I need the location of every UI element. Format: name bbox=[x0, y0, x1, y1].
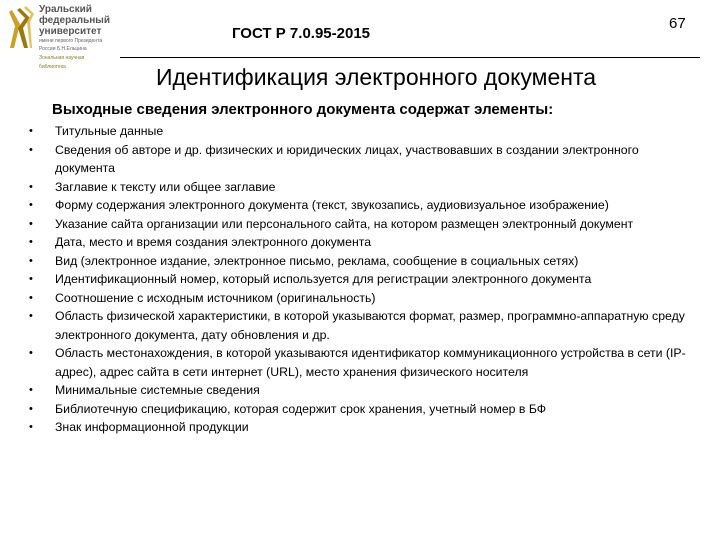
list-item bbox=[0, 307, 720, 344]
bullet-icon: • bbox=[29, 125, 33, 137]
list-item bbox=[0, 270, 720, 289]
list-item-text: Заглавие к тексту или общее заглавие bbox=[55, 179, 276, 194]
bullet-icon: • bbox=[29, 310, 33, 322]
ural-emblem-icon bbox=[6, 4, 36, 54]
university-logo bbox=[6, 4, 126, 70]
slide-title: Идентификация электронного документа bbox=[155, 64, 597, 90]
list-item bbox=[0, 233, 720, 252]
list-item-text: Область физической характеристики, в которой указываются формат, размер, программно-аппаратную среду электронного документа, дату обновления и др. bbox=[55, 309, 685, 342]
list-item-text: Форму содержания электронного документа (текст, звукозапись, аудиовизуальное изображение) bbox=[55, 198, 609, 212]
list-item bbox=[0, 141, 720, 178]
list-item-text: Вид (электронное издание, электронное письмо, реклама, сообщение в социальных сетях) bbox=[55, 253, 579, 268]
list-item-text: Соотношение с исходным источником (оригинальность) bbox=[55, 290, 376, 305]
gost-standard-label: ГОСТ Р 7.0.95-2015 bbox=[232, 25, 371, 42]
list-item-text: Область местонахождения, в которой указываются идентификатор коммуникационного устройства в сети (IP-адрес), адрес сайта в сети интернет (URL), место хранения физического носителя bbox=[55, 346, 686, 379]
list-item-text: Минимальные системные сведения bbox=[55, 383, 260, 397]
list-item bbox=[0, 252, 720, 271]
bullet-icon: • bbox=[29, 236, 33, 248]
logo-line-2: федеральный bbox=[39, 15, 110, 26]
bullet-icon: • bbox=[29, 254, 33, 267]
elements-list bbox=[0, 122, 720, 437]
logo-sub-4: библиотека bbox=[39, 64, 66, 70]
slide-subtitle: Выходные сведения электронного документа содержат элементы: bbox=[52, 101, 554, 118]
bullet-icon: • bbox=[29, 217, 33, 230]
page-number: 67 bbox=[669, 15, 686, 32]
bullet-icon: • bbox=[29, 402, 33, 415]
list-item bbox=[0, 215, 720, 234]
list-item bbox=[0, 196, 720, 215]
logo-sub-1: имени первого Президента bbox=[39, 38, 103, 44]
list-item bbox=[0, 122, 720, 141]
bullet-icon: • bbox=[29, 291, 33, 304]
bullet-icon: • bbox=[29, 273, 33, 285]
list-item bbox=[0, 418, 720, 437]
list-item-text: Титульные данные bbox=[55, 124, 164, 138]
list-item-text: Знак информационной продукции bbox=[55, 420, 249, 434]
list-item-text: Дата, место и время создания электронного документа bbox=[55, 235, 372, 249]
list-item-text: Идентификационный номер, который используется для регистрации электронного документа bbox=[55, 272, 592, 286]
logo-line-3: университет bbox=[39, 26, 102, 37]
bullet-icon: • bbox=[29, 180, 33, 193]
list-item bbox=[0, 381, 720, 400]
header-divider bbox=[120, 57, 700, 58]
bullet-icon: • bbox=[29, 199, 33, 211]
list-item bbox=[0, 344, 720, 381]
list-item-text: Библиотечную спецификацию, которая содержит срок хранения, учетный номер в БФ bbox=[55, 401, 547, 416]
logo-line-1: Уральский bbox=[39, 4, 92, 15]
bullet-icon: • bbox=[29, 143, 33, 156]
bullet-icon: • bbox=[29, 347, 33, 359]
list-item bbox=[0, 289, 720, 308]
list-item bbox=[0, 178, 720, 197]
logo-sub-2: России Б.Н.Ельцина bbox=[39, 46, 87, 52]
list-item-text: Указание сайта организации или персонального сайта, на котором размещен электронный документ bbox=[55, 216, 634, 231]
bullet-icon: • bbox=[29, 421, 33, 433]
logo-sub-3: Зональная научная bbox=[39, 55, 85, 61]
bullet-icon: • bbox=[29, 384, 33, 396]
list-item-text: Сведения об авторе и др. физических и юридических лицах, участвовавших в создании электронного документа bbox=[55, 142, 639, 175]
list-item bbox=[0, 400, 720, 419]
